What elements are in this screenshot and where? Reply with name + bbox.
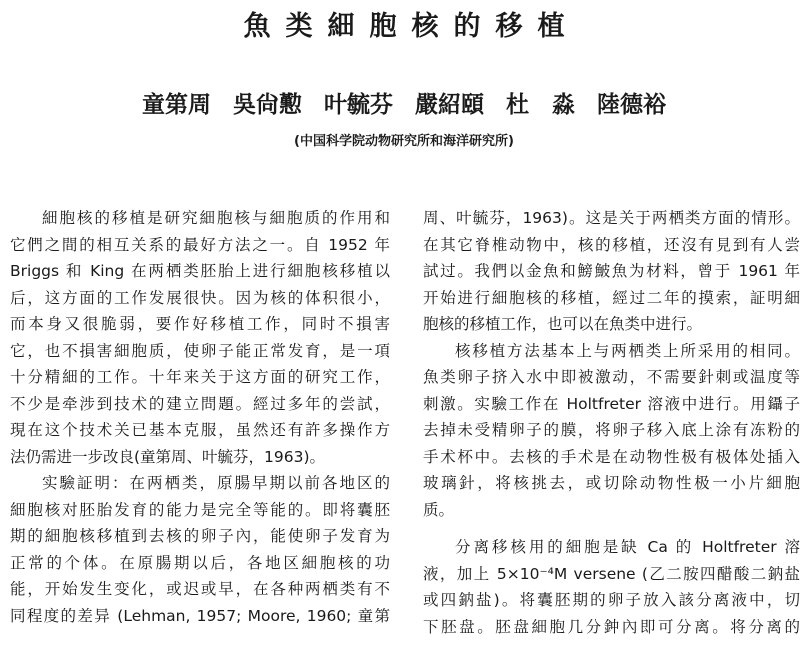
text-line: 不少是牵涉到技术的建立問題。經过多年的尝試，	[10, 394, 390, 413]
body-column-left	[10, 205, 390, 629]
text-line: 它，也不損害細胞质，使卵子能正常发育，是一項	[10, 341, 390, 360]
author-name: 杜 淼	[506, 91, 576, 118]
text-line: 后，这方面的工作发展很快。因为核的体积很小，	[10, 288, 390, 307]
text-line: 同程度的差异 (Lehman, 1957; Moore, 1960; 童第	[10, 606, 390, 625]
text-line: 玻璃針，将核挑去，或切除动物性极一小片細胞	[423, 474, 800, 492]
text-line: 胞核的移植工作，也可以在魚类中进行。	[423, 315, 703, 333]
author-list	[0, 86, 808, 119]
paragraph-gap	[423, 523, 800, 534]
text-line: 十分精細的工作。十年来关于这方面的研究工作，	[10, 368, 390, 386]
text-line: 或四鈉盐)。将囊胚期的卵子放入該分离液中，切	[423, 591, 800, 609]
text-line: 試过。我們以金魚和鰟鮍魚为材料，曾于 1961 年	[423, 262, 800, 280]
text-line: 正常的个体。在原腸期以后，各地区細胞核的功	[10, 553, 390, 572]
text-line: 去掉未受精卵子的膜，将卵子移入底上涂有冻粉的	[423, 421, 800, 439]
text-line: 法仍需进一步改良(童第周、叶毓芬，1963)。	[10, 447, 326, 466]
text-line: 能，开始发生变化，或迟或早，在各种两栖类有不	[10, 580, 390, 598]
text-line: 魚类卵子挤入水中即被激动，不需要針刺或温度等	[423, 368, 800, 386]
text-line: 核移植方法基本上与两栖类上所采用的相同。	[455, 341, 800, 360]
author-name: 童第周	[141, 91, 211, 118]
text-line: 分离移核用的細胞是缺 Ca 的 Holtfreter 溶	[455, 538, 800, 556]
text-line: 质。	[423, 500, 455, 519]
author-name: 陸德裕	[597, 91, 667, 118]
body-column-right	[423, 205, 800, 640]
text-line: 在其它脊椎动物中，核的移植，还沒有見到有人尝	[423, 235, 800, 254]
text-line: 細胞核的移植是研究細胞核与細胞质的作用和	[42, 209, 390, 227]
text-line: 开始进行細胞核的移植，經过二年的摸索，証明細	[423, 288, 800, 307]
text-line: 現在这个技术关已基本克服，虽然还有許多操作方	[10, 421, 390, 439]
text-line: 周、叶毓芬，1963)。这是关于两栖类方面的情形。	[423, 209, 800, 227]
author-name: 叶毓芬	[323, 91, 393, 118]
text-line: 它們之間的相互关系的最好方法之一。自 1952 年	[10, 235, 390, 254]
text-line: 下胚盘。胚盘細胞几分鈡內即可分离。将分离的	[423, 617, 800, 636]
author-name: 吳尙懃	[232, 91, 302, 118]
text-line: 刺激。实驗工作在 Holtfreter 溶液中进行。用鑷子	[423, 394, 800, 413]
author-name: 嚴紹頤	[415, 91, 484, 118]
text-line: 期的細胞核移植到去核的卵子內，能使卵子发育为	[10, 527, 390, 545]
text-line: 手术杯中。去核的手术是在动物性极有极体处插入	[423, 447, 800, 466]
text-line: 液，加上 5×10⁻⁴M versene (乙二胺四醋酸二鈉盐	[423, 564, 800, 583]
text-line: 而本身又很脆弱，要作好移植工作，同时不損害	[10, 315, 390, 333]
paper-title: 魚类細胞核的移植	[243, 11, 580, 42]
text-line: Briggs 和 King 在两栖类胚胎上进行細胞核移植以	[10, 262, 390, 280]
affiliation: (中国科学院动物研究所和海洋研究所)	[294, 134, 514, 149]
text-line: 实驗証明：在两栖类，原腸早期以前各地区的	[42, 474, 390, 492]
text-line: 細胞核对胚胎发育的能力是完全等能的。即将囊胚	[10, 500, 390, 519]
